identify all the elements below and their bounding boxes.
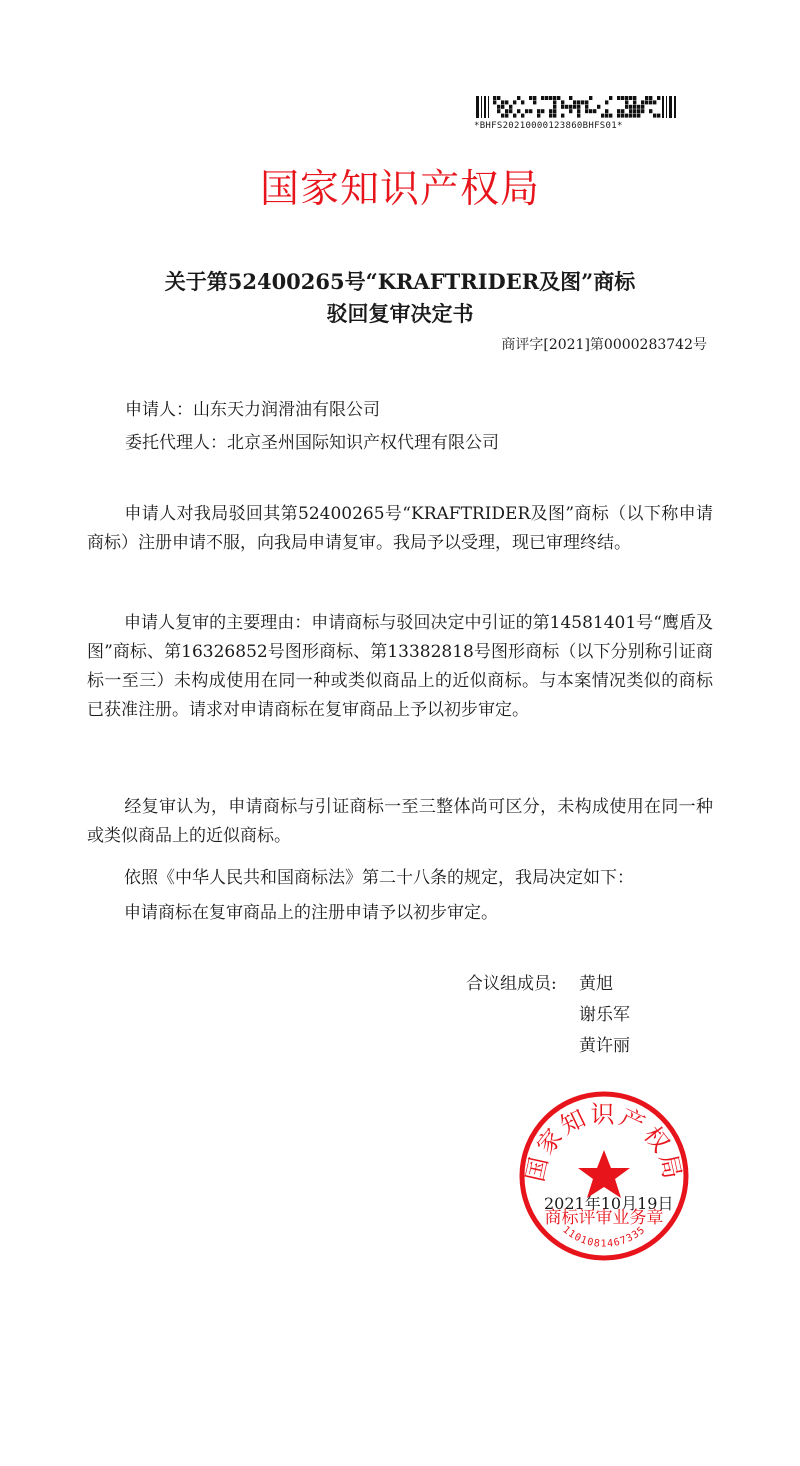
panel-member: 谢乐军 [579, 1005, 630, 1025]
paragraph-reasons [87, 609, 713, 725]
document-title: 关于第52400265号“KRAFTRIDER及图”商标 [164, 269, 636, 294]
svg-text:国家知识产权局: 国家知识产权局 [521, 1100, 687, 1185]
paragraph-legal-basis-text: 依照《中华人民共和国商标法》第二十八条的规定，我局决定如下： [124, 868, 634, 888]
panel-label: 合议组成员: [466, 974, 557, 994]
agent-line: 委托代理人：北京圣州国际知识产权代理有限公司 [125, 433, 499, 453]
paragraph-legal-basis [87, 864, 713, 893]
paragraph-decision-text: 申请商标在复审商品上的注册申请予以初步审定。 [124, 903, 498, 923]
paragraph-decision [87, 899, 713, 928]
barcode-number: *BHFS20210000123860BHFS01* [474, 121, 623, 131]
panel-member: 黄旭 [579, 974, 613, 994]
paragraph-finding [87, 793, 713, 851]
official-seal [518, 1090, 690, 1262]
decision-date: 2021年10月19日 [544, 1194, 674, 1213]
svg-text:商标评审业务章: 商标评审业务章 [544, 1208, 664, 1228]
barcode-graphic [476, 96, 676, 118]
agency-name: 国家知识产权局 [259, 167, 540, 212]
document-number: 商评字[2021]第0000283742号 [501, 337, 707, 353]
svg-text:1101081467335: 1101081467335 [560, 1224, 648, 1250]
paragraph-application [87, 500, 713, 558]
paragraph-application-text: 申请人对我局驳回其第52400265号“KRAFTRIDER及图”商标（以下称申请商标）注册申请不服，向我局申请复审。我局予以受理，现已审理终结。 [87, 504, 713, 553]
panel-member: 黄许丽 [579, 1036, 630, 1056]
paragraph-finding-text: 经复审认为，申请商标与引证商标一至三整体尚可区分，未构成使用在同一种或类似商品上的近似商标。 [87, 797, 713, 846]
paragraph-reasons-text: 申请人复审的主要理由：申请商标与驳回决定中引证的第14581401号“鹰盾及图”商标、第16326852号图形商标、第13382818号图形商标（以下分别称引证商标一至三）未构成使用在同一种或类似商品上的近似商标。与本案情况类似的商标已获准注册。请求对申请商标在复审商品上予以初步审定。 [87, 613, 713, 720]
document-subtitle: 驳回复审决定书 [326, 301, 474, 326]
applicant-line: 申请人：山东天力润滑油有限公司 [125, 400, 380, 420]
